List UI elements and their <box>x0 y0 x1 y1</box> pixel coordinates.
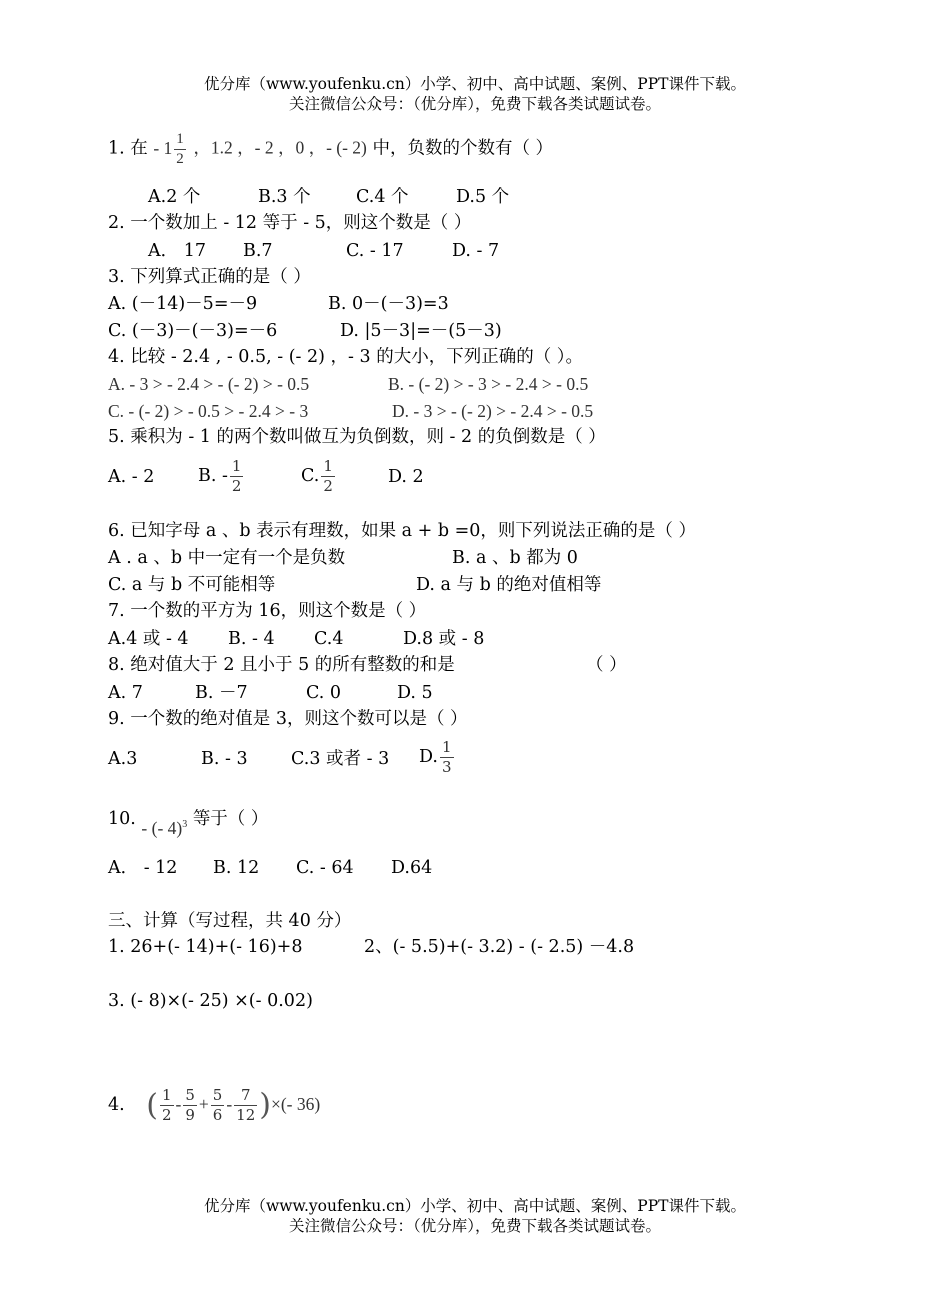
q10-option-d: D.64 <box>391 858 433 878</box>
q8-option-c: C. 0 <box>306 683 342 703</box>
question-9: 9. 一个数的绝对值是 3，则这个数可以是（ ） <box>108 709 468 729</box>
footer-line-1: 优分库（www.youfenku.cn）小学、初中、高中试题、案例、PPT课件下载。 <box>203 1197 747 1215</box>
q5-option-d: D. 2 <box>388 467 424 487</box>
q1-mixed-number: - 1 $\frac{1}{2}$ <box>153 131 184 167</box>
q6-option-b: B. a 、b 都为 0 <box>452 548 578 568</box>
question-5: 5. 乘积为 - 1 的两个数叫做互为负倒数，则 - 2 的负倒数是（ ） <box>108 427 606 447</box>
q7-option-c: C.4 <box>314 629 344 649</box>
q10-option-a: A． - 12 <box>108 858 178 878</box>
question-1 <box>108 130 553 169</box>
q7-option-d: D.8 或 - 8 <box>403 629 485 649</box>
calc-3: 3. (- 8)×(- 25) ×(- 0.02) <box>108 991 313 1011</box>
footer-line-2: 关注微信公众号：（优分库），免费下载各类试题试卷。 <box>288 1217 661 1235</box>
q6-option-d: D. a 与 b 的绝对值相等 <box>416 575 602 595</box>
q4-option-a: A. - 3 > - 2.4 > - (- 2) > - 0.5 <box>108 374 310 394</box>
header-line-1: 优分库（www.youfenku.cn）小学、初中、高中试题、案例、PPT课件下载。 <box>203 75 747 93</box>
q8-option-b: B. －7 <box>195 683 248 703</box>
calc-4: 4. ( $\frac{1}{2}$ - $\frac{5}{9}$ + $\frac{5}{6}$ - $\frac{7}{12}$ )×(- 36) <box>108 1086 321 1124</box>
q9-option-d: D. $\frac{1}{3}$ <box>419 738 452 776</box>
q6-option-a: A . a 、b 中一定有一个是负数 <box>108 548 346 568</box>
q10-option-c: C. - 64 <box>296 858 354 878</box>
question-8: 8. 绝对值大于 2 且小于 5 的所有整数的和是 <box>108 655 455 675</box>
q5-option-b: B. - $\frac{1}{2}$ <box>198 457 242 495</box>
q10-option-b: B. 12 <box>213 858 260 878</box>
q6-option-c: C. a 与 b 不可能相等 <box>108 575 276 595</box>
question-2: 2. 一个数加上 - 12 等于 - 5，则这个数是（ ） <box>108 213 472 233</box>
question-10: 10. - (- 4)$^3$ 等于（ ） <box>108 808 269 838</box>
question-4: 4. 比较 - 2.4 , - 0.5, - (- 2) ，- 3 的大小，下列正确的（ ）。 <box>108 347 584 367</box>
q4-option-d: D. - 3 > - (- 2) > - 2.4 > - 0.5 <box>392 401 594 421</box>
q3-option-b: B. 0－(－3)=3 <box>328 294 449 314</box>
header-line-2: 关注微信公众号：（优分库），免费下载各类试题试卷。 <box>288 95 661 113</box>
q2-option-b: B.7 <box>243 241 273 261</box>
q2-option-c: C. - 17 <box>346 241 404 261</box>
q5-option-a: A. - 2 <box>108 467 155 487</box>
q1-option-d: D.5 个 <box>456 187 510 207</box>
q7-option-a: A.4 或 - 4 <box>108 629 189 649</box>
calc-1: 1. 26+(- 14)+(- 16)+8 <box>108 937 303 957</box>
q2-option-a: A． 17 <box>148 241 206 261</box>
q1-option-b: B.3 个 <box>258 187 311 207</box>
q9-option-a: A.3 <box>108 749 138 769</box>
q1-suffix: 中，负数的个数有（ ） <box>372 138 554 159</box>
q8-answer-paren: （ ） <box>586 655 627 675</box>
q8-option-d: D. 5 <box>397 683 433 703</box>
question-7: 7. 一个数的平方为 16，则这个数是（ ） <box>108 601 427 621</box>
q4-option-c: C. - (- 2) > - 0.5 > - 2.4 > - 3 <box>108 401 309 421</box>
q9-option-b: B. - 3 <box>201 749 248 769</box>
q9-option-c: C.3 或者 - 3 <box>291 749 390 769</box>
question-3: 3. 下列算式正确的是（ ） <box>108 267 311 287</box>
section-3-title: 三、计算（写过程，共 40 分） <box>108 911 352 931</box>
q7-option-b: B. - 4 <box>228 629 275 649</box>
q1-option-c: C.4 个 <box>356 187 409 207</box>
q2-option-d: D. - 7 <box>452 241 500 261</box>
q1-numbers: ，1.2 ，- 2 ，0 ，- (- 2) <box>193 137 367 158</box>
q4-option-b: B. - (- 2) > - 3 > - 2.4 > - 0.5 <box>388 374 589 394</box>
q1-prefix: 1. 在 <box>108 138 148 159</box>
question-6: 6. 已知字母 a 、b 表示有理数，如果 a + b =0，则下列说法正确的是（ ） <box>108 521 696 541</box>
q3-option-d: D. |5－3|=－(5－3) <box>340 321 502 341</box>
q8-option-a: A. 7 <box>108 683 143 703</box>
q1-option-a: A.2 个 <box>148 187 201 207</box>
q5-option-c: C. $\frac{1}{2}$ <box>301 457 333 495</box>
q3-option-a: A. (－14)－5=－9 <box>108 294 258 314</box>
q10-expression: - (- 4)$^3$ <box>141 817 188 838</box>
q3-option-c: C. (－3)－(－3)=－6 <box>108 321 278 341</box>
calc-2: 2、(- 5.5)+(- 3.2) - (- 2.5) －4.8 <box>364 937 635 957</box>
